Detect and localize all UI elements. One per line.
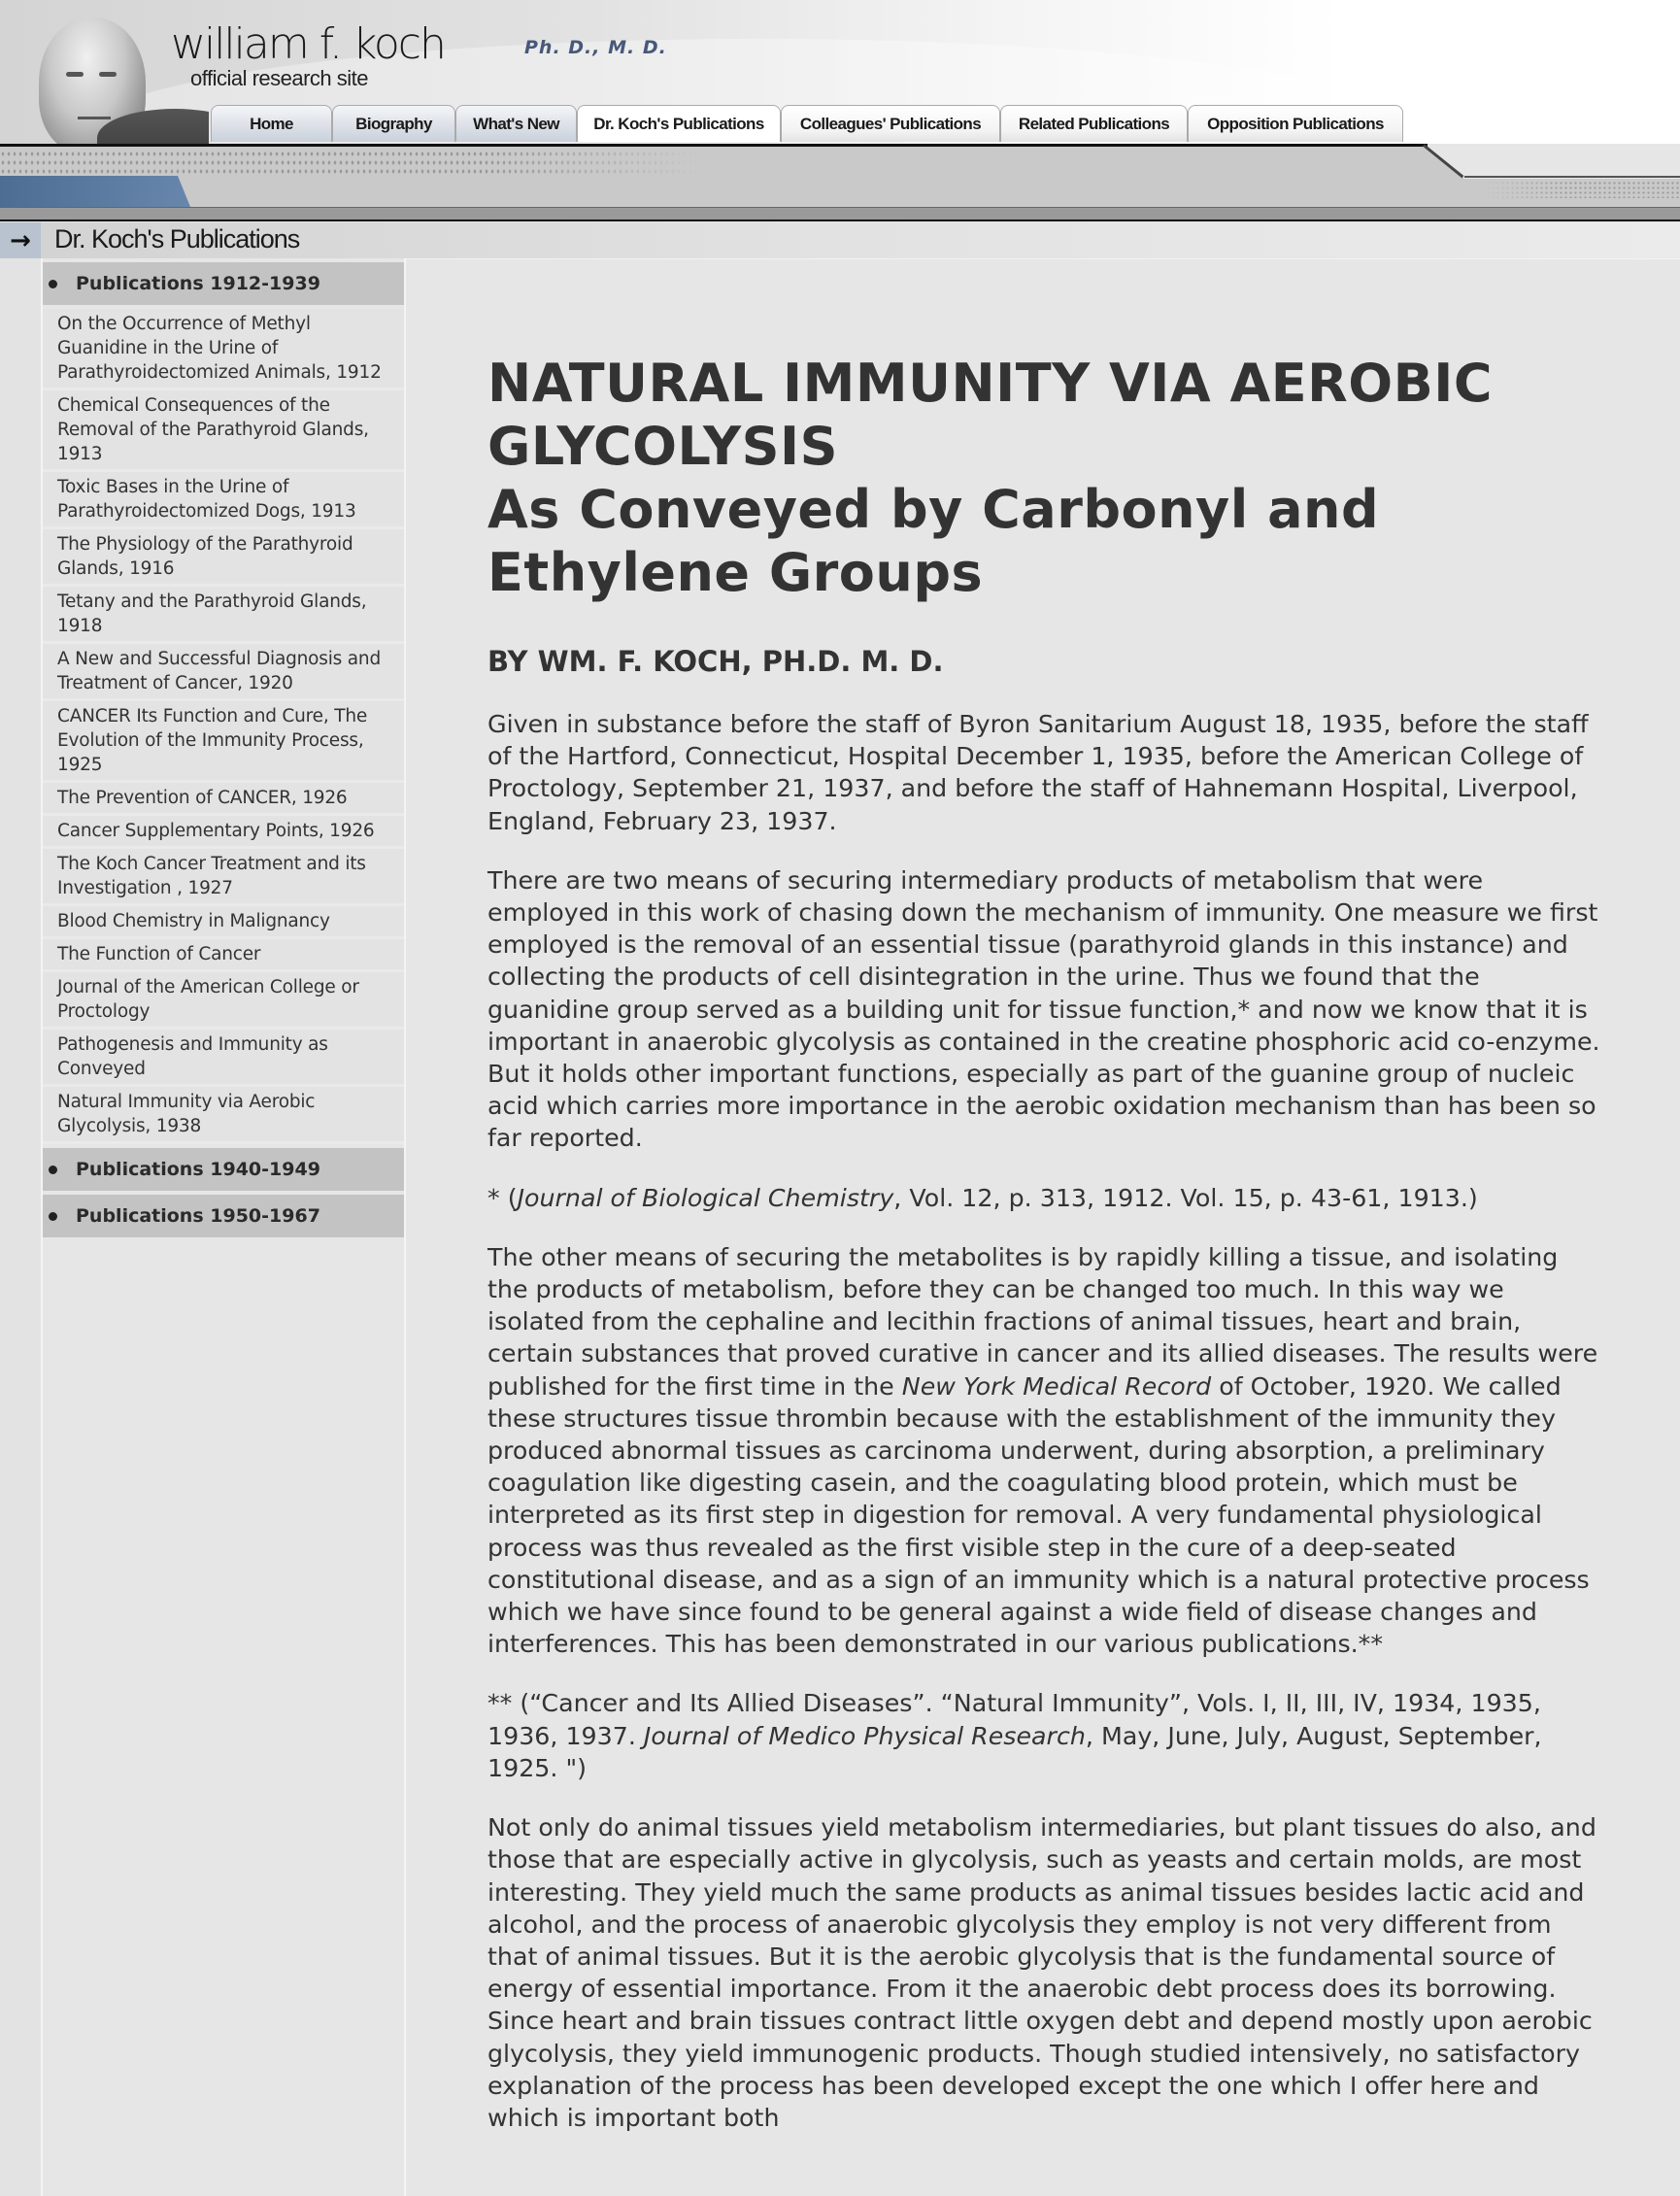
sidebar-item[interactable]: The Physiology of the Parathyroid Glands, 1916 [43, 529, 404, 587]
bullet-icon [49, 280, 57, 288]
main-nav-tabs [211, 105, 1403, 144]
sidebar-section-1940-1949[interactable] [43, 1148, 404, 1191]
section-title: Dr. Koch's Publications [54, 224, 300, 253]
portrait-eye [66, 72, 84, 77]
sidebar-item[interactable]: Chemical Consequences of the Removal of the Parathyroid Glands, 1913 [43, 390, 404, 472]
banner-top-line [0, 144, 1428, 147]
tab-whats-new[interactable]: What's New [455, 105, 577, 142]
sidebar-item[interactable]: On the Occurrence of Methyl Guanidine in the Urine of Parathyroidectomized Animals, 1912 [43, 309, 404, 390]
sidebar-item[interactable]: A New and Successful Diagnosis and Treatment of Cancer, 1920 [43, 644, 404, 701]
sidebar-item[interactable]: The Koch Cancer Treatment and its Investigation , 1927 [43, 849, 404, 906]
sidebar-section-label: Publications 1912-1939 [76, 273, 320, 294]
journal-title: New York Medical Record [901, 1371, 1212, 1401]
portrait-mouth [78, 117, 111, 119]
header-banner [0, 144, 1680, 221]
footnote-text: , Vol. 12, p. 313, 1912. Vol. 15, p. 43-61, 1913.) [893, 1183, 1478, 1212]
site-header [0, 0, 1680, 144]
footnote-text: ** (“Cancer and Its Allied Diseases”. “Natural Immunity”, Vols. I, II, III, IV, 1934, 1935, 1936, 1937. [487, 1689, 1541, 1750]
footnote-text: , May, June, July, August, September, 1925. ") [487, 1721, 1542, 1782]
sidebar-item[interactable]: Cancer Supplementary Points, 1926 [43, 816, 404, 849]
site-logo-name[interactable]: william f. koch [171, 19, 445, 69]
sidebar-item[interactable]: The Prevention of CANCER, 1926 [43, 783, 404, 816]
tab-colleagues-publications[interactable]: Colleagues' Publications [781, 105, 1000, 142]
sidebar-item[interactable]: Blood Chemistry in Malignancy [43, 906, 404, 939]
banner-dark-band [0, 207, 1680, 220]
tab-opposition-publications[interactable]: Opposition Publications [1188, 105, 1403, 142]
footnote-journal-title: Journal of Medico Physical Research [643, 1721, 1086, 1750]
article-subtitle: As Conveyed by Carbonyl and Ethylene Groups [487, 479, 1380, 603]
sidebar-item[interactable]: Toxic Bases in the Urine of Parathyroidectomized Dogs, 1913 [43, 472, 404, 529]
footnote-journal-title: Journal of Biological Chemistry [517, 1183, 894, 1212]
article-paragraph-intro: Given in substance before the staff of Byron Sanitarium August 18, 1935, before the staff of the Hartford, Connecticut, Hospital December 1, 1935, before the American College of Proctology, September 21, 1937, and before the staff of Hahnemann Hospital, Liverpool, England, February 23, 1937. [487, 710, 1589, 835]
publications-menu [43, 262, 404, 1241]
banner-right-line [1464, 176, 1680, 178]
article-byline: BY WM. F. KOCH, PH.D. M. D. [487, 645, 944, 678]
site-subtitle: official research site [190, 66, 369, 90]
site-logo-degree: Ph. D., M. D. [524, 37, 667, 58]
banner-bottom-line [0, 220, 1680, 221]
left-margin-strip [0, 258, 43, 2196]
article [487, 352, 1604, 2134]
tab-related-publications[interactable]: Related Publications [1000, 105, 1188, 142]
sidebar-item[interactable]: Pathogenesis and Immunity as Conveyed [43, 1030, 404, 1087]
sidebar-section-label: Publications 1950-1967 [76, 1205, 320, 1227]
sidebar-item[interactable]: Natural Immunity via Aerobic Glycolysis, 1938 [43, 1087, 404, 1144]
article-paragraph [487, 1241, 1604, 1661]
article-footnote-1 [487, 1182, 1604, 1214]
sidebar-item[interactable]: CANCER Its Function and Cure, The Evolution of the Immunity Process, 1925 [43, 701, 404, 783]
article-paragraph: There are two means of securing intermediary products of metabolism that were employed in this work of chasing down the mechanism of immunity. One measure we first employed is the removal of an essential tissue (parathyroid glands in this instance) and collecting the products of cell disintegration in the urine. Thus we found that the guanidine group served as a building unit for tissue function,* and now we know that it is important in anaerobic glycolysis as contained in the creatine phosphoric acid co-enzyme. But it holds other important functions, especially as part of the guanine group of nucleic acid which carries more importance in the aerobic oxidation mechanism than has been so far reported. [487, 865, 1600, 1153]
portrait-eye [99, 72, 117, 77]
tab-biography[interactable]: Biography [332, 105, 455, 142]
section-title-bar [0, 222, 1680, 259]
paragraph-text: The other means of securing the metabolites is by rapidly killing a tissue, and isolating the products of metabolism, before they can be changed too much. In this way we isolated from the cephaline and lecithin fractions of animal tissues, heart and brain, certain substances that proved curative in cancer and its allied diseases. The results were published for the first time in the [487, 1242, 1598, 1401]
article-title [487, 352, 1604, 604]
tab-home[interactable]: Home [211, 105, 332, 142]
sidebar-item[interactable]: The Function of Cancer [43, 939, 404, 972]
footnote-text: * ( [487, 1183, 518, 1212]
arrow-right-icon: → [0, 222, 41, 258]
paragraph-text: of October, 1920. We called these structures tissue thrombin because with the establishment of the immunity they produced abnormal tissues as carcinoma underwent, during absorption, a preliminary coagulation like digesting casein, and the coagulating blood protein, which must be interpreted as its first step in digestion for removal. A very fundamental physiological process was thus revealed as the first visible step in the cure of a deep-seated constitutional disease, and as a sign of an immunity which is a natural protective process which we have since found to be general against a wide field of disease changes and interferences. This has been demonstrated in our various publications.** [487, 1371, 1590, 1659]
sidebar [43, 258, 406, 2196]
banner-dot-pattern-right [1486, 181, 1680, 198]
article-title-main: NATURAL IMMUNITY VIA AEROBIC GLYCOLYSIS [487, 353, 1494, 477]
sidebar-section-1950-1967[interactable] [43, 1195, 404, 1237]
bullet-icon [49, 1212, 57, 1221]
sidebar-section-1912-1939[interactable] [43, 262, 404, 305]
sidebar-item[interactable]: Tetany and the Parathyroid Glands, 1918 [43, 587, 404, 644]
tab-dr-kochs-publications[interactable]: Dr. Koch's Publications [577, 105, 781, 142]
sidebar-section-label: Publications 1940-1949 [76, 1159, 320, 1180]
article-paragraph: Not only do animal tissues yield metabolism intermediaries, but plant tissues do also, and those that are especially active in glycolysis, such as yeasts and certain molds, are most interesting. They yield much the same products as animal tissues besides lactic acid and alcohol, and the process of anaerobic glycolysis they employ is not very different from that of animal tissues. But it is the aerobic glycolysis that is the fundamental source of energy of essential importance. From it the anaerobic debt process does its borrowing. Since heart and brain tissues contract little oxygen debt and depend mostly upon aerobic glycolysis, they yield immunogenic products. Though studied intensively, no satisfactory explanation of the process has been developed except the one which I offer here and which is important both [487, 1813, 1596, 2132]
article-footnote-2 [487, 1687, 1604, 1784]
sidebar-item[interactable]: Journal of the American College or Proctology [43, 972, 404, 1030]
bullet-icon [49, 1166, 57, 1174]
banner-dot-pattern [0, 150, 699, 177]
